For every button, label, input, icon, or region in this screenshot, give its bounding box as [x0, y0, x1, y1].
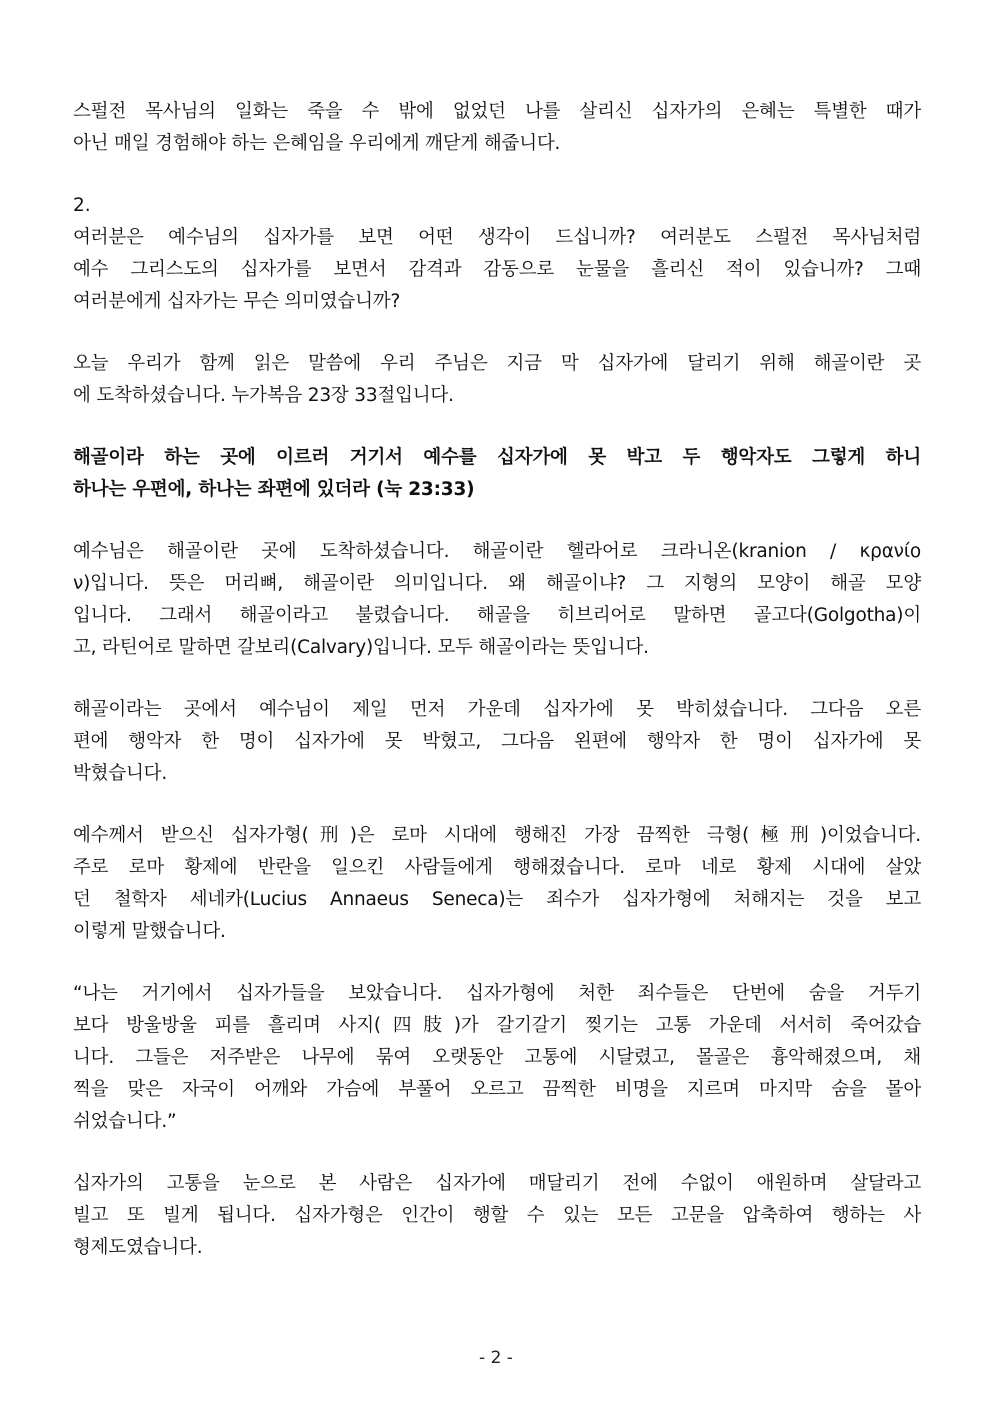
paragraph-scripture-intro	[73, 348, 921, 412]
page-number: - 2 -	[479, 1348, 513, 1368]
text-line: “나는 거기에서 십자가들을 보았습니다. 십자가형에 처한 죄수들은 단번에 숨을 거두기	[73, 983, 921, 1004]
text-line: 이렇게 말했습니다.	[73, 921, 226, 942]
text-line: 하나는 우편에, 하나는 좌편에 있더라 (눅 23:33)	[73, 479, 475, 500]
paragraph-crucifixion-history	[73, 820, 921, 948]
section-number: 2.	[73, 195, 91, 216]
paragraph-crucified	[73, 694, 921, 790]
text-line: 여러분에게 십자가는 무슨 의미였습니까?	[73, 291, 401, 312]
text-line: 박혔습니다.	[73, 763, 168, 784]
text-line: 예수님은 해골이란 곳에 도착하셨습니다. 해골이란 헬라어로 크라니온(kranion / κρανίο	[73, 541, 921, 562]
text-line: 찍을 맞은 자국이 어깨와 가슴에 부풀어 오르고 끔찍한 비명을 지르며 마지막 숨을 몰아	[73, 1079, 921, 1100]
text-line: 니다. 그들은 저주받은 나무에 묶여 오랫동안 고통에 시달렸고, 몰골은 흉악해졌으며, 채	[73, 1047, 921, 1068]
text-line: 오늘 우리가 함께 읽은 말씀에 우리 주님은 지금 막 십자가에 달리기 위해 해골이란 곳	[73, 353, 921, 374]
text-line: 십자가의 고통을 눈으로 본 사람은 십자가에 매달리기 전에 수없이 애원하며 살달라고	[73, 1173, 921, 1194]
scripture-quote	[73, 442, 921, 506]
text-line: 보다 방울방울 피를 흘리며 사지(四肢)가 갈기갈기 찢기는 고통 가운데 서서히 죽어갔습	[73, 1015, 921, 1036]
paragraph-pain	[73, 1168, 921, 1264]
text-line: 에 도착하셨습니다. 누가복음 23장 33절입니다.	[73, 385, 454, 406]
text-line: 입니다. 그래서 해골이라고 불렸습니다. 해골을 히브리어로 말하면 골고다(Golgotha)이	[73, 605, 921, 626]
paragraph-seneca-quote	[73, 978, 921, 1138]
text-line: 여러분은 예수님의 십자가를 보면 어떤 생각이 드십니까? 여러분도 스펄전 목사님처럼	[73, 227, 921, 248]
text-line: 편에 행악자 한 명이 십자가에 못 박혔고, 그다음 왼편에 행악자 한 명이 십자가에 못	[73, 731, 921, 752]
text-line: 고, 라틴어로 말하면 갈보리(Calvary)입니다. 모두 해골이라는 뜻입니다.	[73, 637, 649, 658]
text-line: 빌고 또 빌게 됩니다. 십자가형은 인간이 행할 수 있는 모든 고문을 압축하여 행하는 사	[73, 1205, 921, 1226]
text-line: 스펄전 목사님의 일화는 죽을 수 밖에 없었던 나를 살리신 십자가의 은혜는 특별한 때가	[73, 101, 921, 122]
paragraph-skull-place	[73, 536, 921, 664]
paragraph-question	[73, 222, 921, 318]
text-line: 예수께서 받으신 십자가형(刑)은 로마 시대에 행해진 가장 끔찍한 극형(極刑)이었습니다.	[73, 825, 921, 846]
text-line: ν)입니다. 뜻은 머리뼈, 해골이란 의미입니다. 왜 해골이냐? 그 지형의 모양이 해골 모양	[73, 573, 921, 594]
document-body	[73, 96, 921, 1294]
text-line: 예수 그리스도의 십자가를 보면서 감격과 감동으로 눈물을 흘리신 적이 있습니까? 그때	[73, 259, 921, 280]
paragraph-intro	[73, 96, 921, 160]
text-line: 형제도였습니다.	[73, 1237, 203, 1258]
text-line: 던 철학자 세네카(Lucius Annaeus Seneca)는 죄수가 십자가형에 처해지는 것을 보고	[73, 889, 921, 910]
text-line: 아닌 매일 경험해야 하는 은혜임을 우리에게 깨닫게 해줍니다.	[73, 133, 561, 154]
text-line: 해골이라 하는 곳에 이르러 거기서 예수를 십자가에 못 박고 두 행악자도 그렇게 하니	[73, 447, 921, 468]
text-line: 주로 로마 황제에 반란을 일으킨 사람들에게 행해졌습니다. 로마 네로 황제 시대에 살았	[73, 857, 921, 878]
text-line: 해골이라는 곳에서 예수님이 제일 먼저 가운데 십자가에 못 박히셨습니다. 그다음 오른	[73, 699, 921, 720]
text-line: 쉬었습니다.”	[73, 1111, 177, 1132]
